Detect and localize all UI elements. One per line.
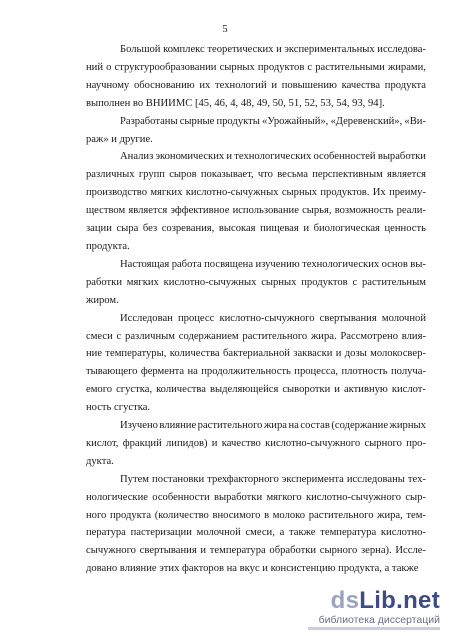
text-line: различных групп сыров показывает, что весьма перспективным является bbox=[86, 169, 426, 181]
text-line: Большой комплекс теоретических и экспериментальных исследова- bbox=[120, 44, 426, 55]
page-number: 5 bbox=[222, 24, 228, 35]
text-line: производство мягких кислотно-сычужных сырных продуктов. Их преиму- bbox=[86, 187, 426, 199]
text-line: ний о структурообразовании сырных продуктов с растительными жирами, bbox=[86, 61, 426, 73]
text-line: Исследован процесс кислотно-сычужного свертывания молочной bbox=[120, 312, 426, 324]
document-body bbox=[86, 41, 426, 578]
watermark-subtitle: библиотека диссертаций bbox=[318, 614, 440, 626]
paragraph bbox=[86, 256, 426, 310]
watermark-underline bbox=[308, 627, 440, 630]
text-line: ществом является эффективное использование сырья, возможность реали- bbox=[86, 205, 426, 217]
text-line: зации сыра без созревания, высокая пищевая и биологическая ценность bbox=[86, 223, 426, 235]
text-line: емого сгустка, количества выделяющейся сыворотки и активную кислот- bbox=[86, 384, 426, 396]
text-line: сычужного свертывания и температура обработки сырного зерна). Иссле- bbox=[86, 545, 426, 557]
text-line: нологические особенности выработки мягкого кислотно-сычужного сыр- bbox=[86, 491, 426, 503]
text-line: Изучено влияние растительного жира на состав (содержание жирных bbox=[120, 420, 426, 432]
text-line: Настоящая работа посвящена изучению технологических основ вы- bbox=[120, 258, 426, 270]
text-line: жиром. bbox=[86, 294, 119, 306]
text-line: продукта. bbox=[86, 240, 130, 252]
paragraph bbox=[86, 148, 426, 255]
watermark-logo-part2: Lib.net bbox=[359, 587, 440, 614]
text-line: научному обоснованию их технологий и повышению качества продукта bbox=[86, 79, 426, 91]
text-line: ние температуры, количества бактериальной закваски и дозы молокосвер- bbox=[86, 348, 426, 360]
text-line: Разработаны сырные продукты «Урожайный», «Деревенский», «Ви- bbox=[120, 115, 426, 127]
text-line: дукта. bbox=[86, 455, 114, 467]
dslib-watermark[interactable] bbox=[308, 588, 440, 630]
paragraph bbox=[86, 41, 426, 113]
text-line: пература пастеризации молочной смеси, а также температура кислотно- bbox=[86, 527, 426, 539]
text-line: выполнен во ВНИИМС [45, 46, 4, 48, 49, 50, 51, 52, 53, 54, 93, 94]. bbox=[86, 97, 385, 109]
paragraph bbox=[86, 417, 426, 471]
text-line: довано влияние этих факторов на вкус и консистенцию продукта, а также bbox=[86, 563, 419, 575]
text-line: работки мягких кислотно-сычужных сырных продуктов с растительным bbox=[86, 276, 426, 288]
text-line: Путем постановки трехфакторного эксперимента исследованы тех- bbox=[120, 473, 426, 485]
text-line: ность сгустка. bbox=[86, 402, 151, 414]
paragraph bbox=[86, 471, 426, 578]
text-line: ного продукта (количество вносимого в молоко растительного жира, тем- bbox=[86, 509, 426, 521]
watermark-logo bbox=[308, 588, 440, 614]
text-line: Анализ экономических и технологических особенностей выработки bbox=[120, 151, 426, 163]
text-line: кислот, фракций липидов) и качество кислотно-сычужного сырного про- bbox=[86, 437, 426, 449]
text-line: раж» и другие. bbox=[86, 133, 153, 145]
paragraph bbox=[86, 310, 426, 417]
paragraph bbox=[86, 113, 426, 149]
text-line: смеси с различным содержанием растительного жира. Рассмотрено влия- bbox=[86, 330, 426, 342]
watermark-logo-part1: ds bbox=[330, 587, 360, 614]
text-line: тывающего фермента на продолжительность процесса, плотность получа- bbox=[86, 366, 426, 378]
